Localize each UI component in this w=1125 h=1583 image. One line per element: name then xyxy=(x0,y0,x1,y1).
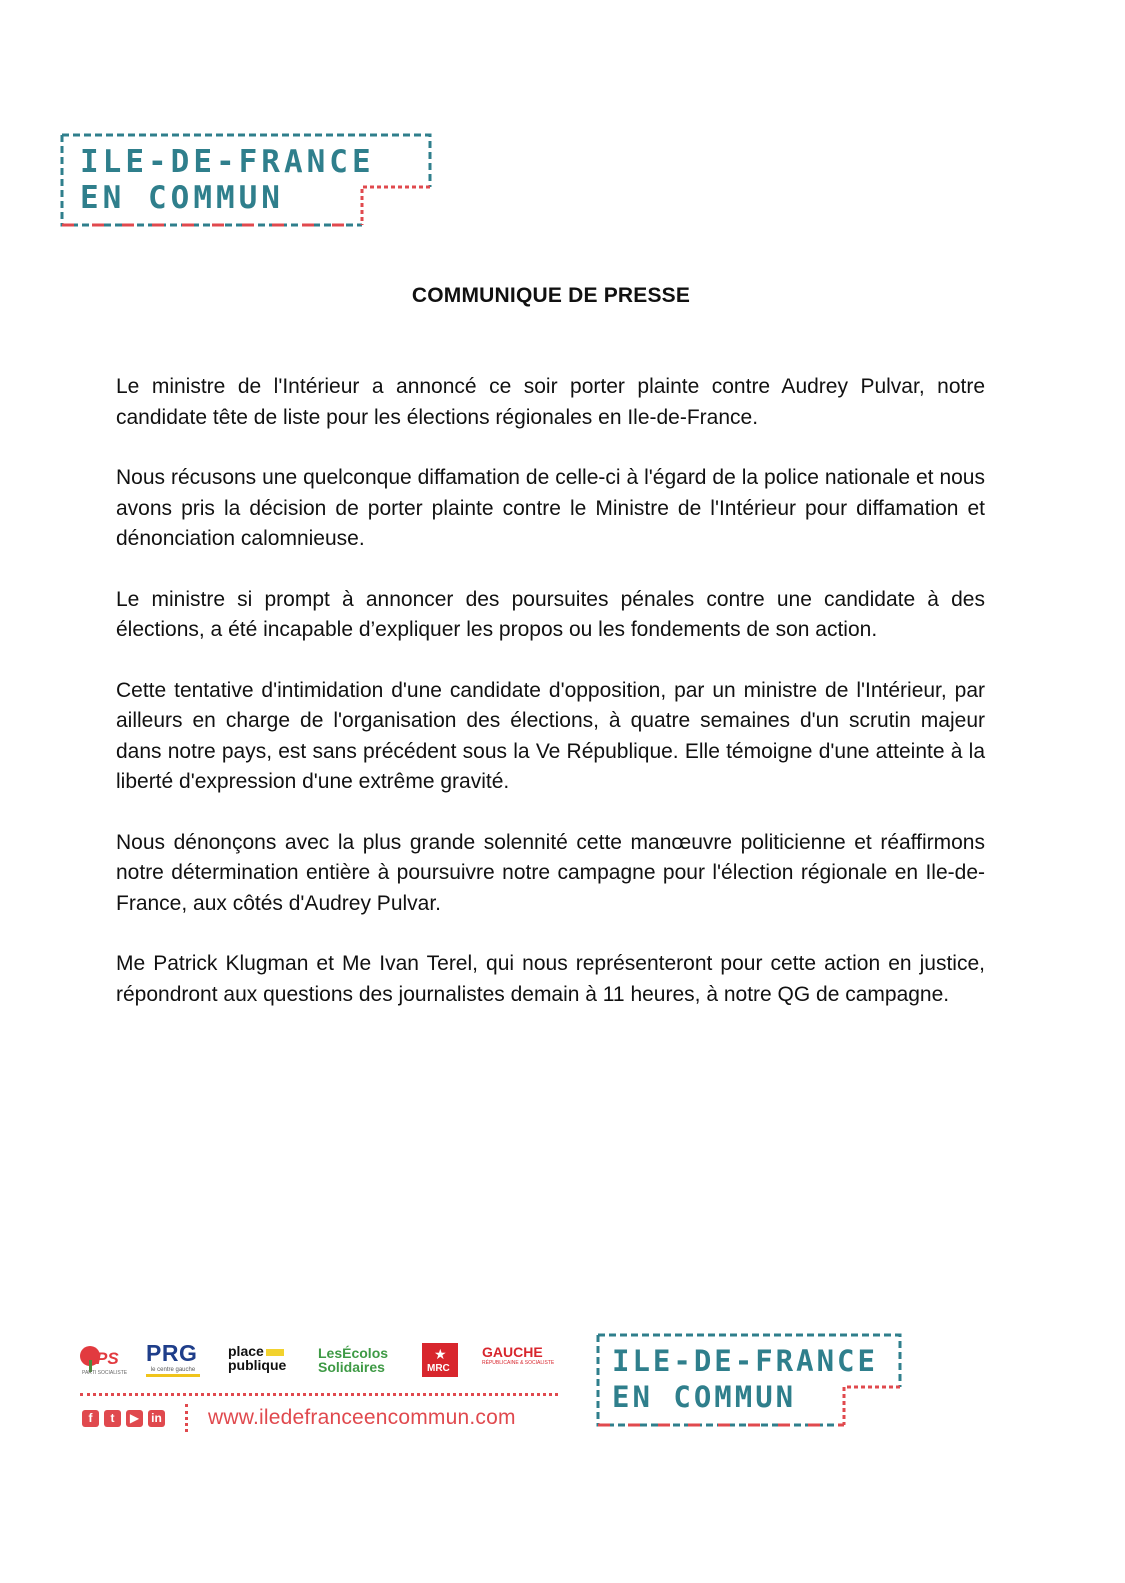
ecolos-line-2: Solidaires xyxy=(318,1359,385,1375)
twitter-icon[interactable]: t xyxy=(104,1410,121,1427)
prg-sublabel: le centre gauche xyxy=(150,1367,196,1373)
gauche-logo xyxy=(482,1345,554,1366)
paragraph-4: Cette tentative d'intimidation d'une candidate d'opposition, par un ministre de l'Intérieur, par ailleurs en charge de l'organisation des élections, à quatre semaines d'un scrutin majeur dans notre pays, est sans précédent sous la Ve République. Elle témoigne d'une atteinte à la liberté d'expression d'une extrême gravité. xyxy=(116,678,985,793)
place-bar xyxy=(266,1349,284,1356)
footer-divider xyxy=(80,1393,558,1396)
paragraph-3: Le ministre si prompt à annoncer des poursuites pénales contre une candidate à des élections, a été incapable d’expliquer les propos ou les fondements de son action. xyxy=(116,587,985,641)
prg-label: PRG xyxy=(146,1340,198,1366)
paragraph-5: Nous dénonçons avec la plus grande solennité cette manœuvre politicienne et réaffirmons notre détermination entière à poursuivre notre campagne pour l'élection régionale en Ile-de-France, aux côtés d'Audrey Pulvar. xyxy=(116,830,985,915)
facebook-icon[interactable]: f xyxy=(82,1410,99,1427)
place-line-2: publique xyxy=(228,1357,287,1373)
partner-logos xyxy=(80,1340,560,1380)
linkedin-icon[interactable]: in xyxy=(148,1410,165,1427)
gauche-label: GAUCHE xyxy=(482,1344,543,1360)
logo-line-2: EN COMMUN xyxy=(80,180,284,216)
paragraph-1: Le ministre de l'Intérieur a annoncé ce soir porter plainte contre Audrey Pulvar, notre candidate tête de liste pour les élections régionales en Ile-de-France. xyxy=(116,375,985,429)
mrc-figure-icon: ★ xyxy=(434,1346,447,1362)
ecolos-line-1: LesÉcolos xyxy=(318,1345,389,1361)
youtube-icon[interactable]: ▶ xyxy=(126,1410,143,1427)
mrc-logo xyxy=(422,1343,458,1377)
press-release-body xyxy=(116,372,985,1040)
logo-top xyxy=(60,133,432,227)
paragraph-6: Me Patrick Klugman et Me Ivan Terel, qui nous représenteront pour cette action en justice, répondront aux questions des journalistes demain à 11 heures, à notre QG de campagne. xyxy=(116,952,985,1006)
place-publique-logo xyxy=(228,1344,286,1372)
paragraph-2: Nous récusons une quelconque diffamation de celle-ci à l'égard de la police nationale et nous avons pris la décision de porter plainte contre le Ministre de l'Intérieur pour diffamation et dénonciation calomnieuse. xyxy=(116,466,985,550)
logo-line-1: ILE-DE-FRANCE xyxy=(80,144,375,180)
ecolos-logo xyxy=(318,1346,388,1374)
page-title: COMMUNIQUE DE PRESSE xyxy=(411,284,691,307)
place-line-1: place xyxy=(228,1343,264,1359)
social-icons xyxy=(82,1409,172,1429)
mrc-label: MRC xyxy=(427,1363,450,1374)
logo-bottom-line-2: EN COMMUN xyxy=(612,1380,797,1414)
footer-vertical-divider xyxy=(185,1404,188,1432)
prg-bar xyxy=(146,1374,200,1377)
gauche-sublabel: RÉPUBLICAINE & SOCIALISTE xyxy=(482,1360,555,1366)
ps-label: PS xyxy=(96,1349,119,1368)
website-link[interactable]: www.iledefranceencommun.com xyxy=(208,1406,516,1429)
logo-bottom xyxy=(596,1333,902,1427)
logo-bottom-line-1: ILE-DE-FRANCE xyxy=(612,1344,878,1378)
ps-logo xyxy=(80,1342,128,1376)
prg-logo xyxy=(146,1342,200,1377)
ps-sublabel: PARTI SOCIALISTE xyxy=(82,1370,128,1376)
